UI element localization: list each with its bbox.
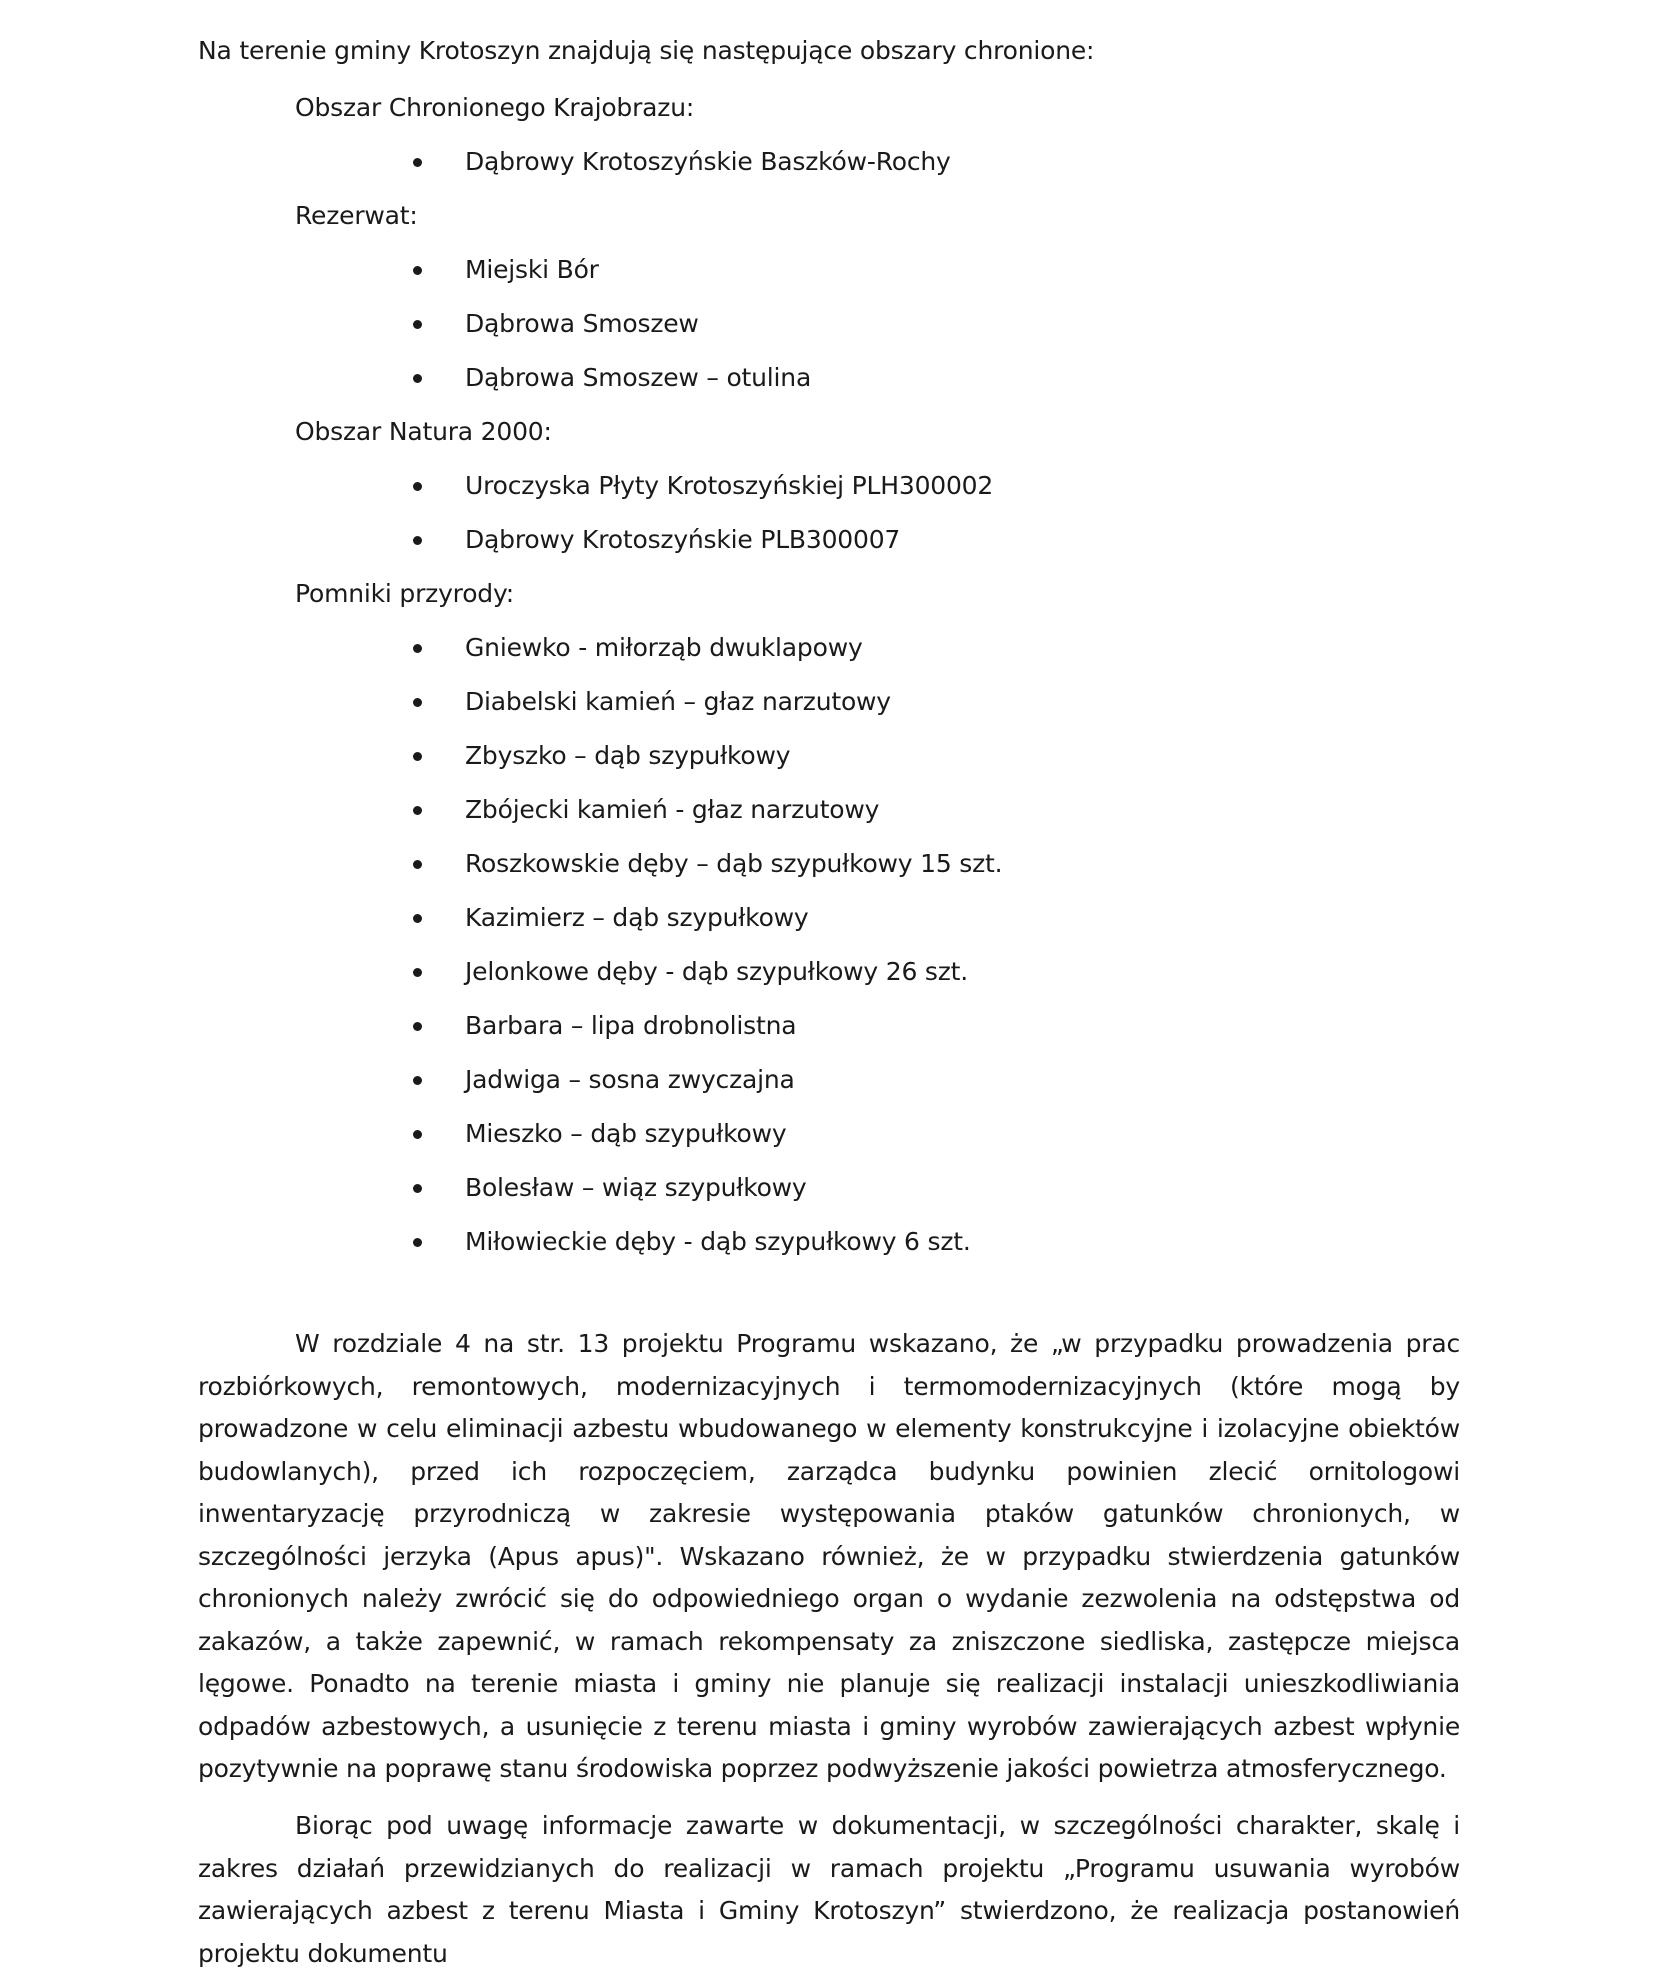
- bullet-icon: [413, 1076, 422, 1085]
- intro-text: Na terenie gminy Krotoszyn znajdują się następujące obszary chronione:: [198, 36, 1095, 65]
- list-item: Barbara – lipa drobnolistna: [465, 1011, 797, 1040]
- list-item: Mieszko – dąb szypułkowy: [465, 1119, 787, 1148]
- list-item: Miłowieckie dęby - dąb szypułkowy 6 szt.: [465, 1227, 971, 1256]
- bullet-icon: [413, 266, 422, 275]
- list-item: Gniewko - miłorząb dwuklapowy: [465, 633, 863, 662]
- list-item: Jelonkowe dęby - dąb szypułkowy 26 szt.: [465, 957, 969, 986]
- bullet-icon: [413, 1184, 422, 1193]
- paragraph-text: Biorąc pod uwagę informacje zawarte w dokumentacji, w szczególności charakter, skalę i zakres działań przewidzianych do realizacji w ramach projektu „Programu usuwania wyrobów zawierających azbest z terenu Miasta i Gminy Krotoszyn” stwierdzono, że realizacja postanowień projektu dokumentu: [198, 1811, 1460, 1968]
- bullet-icon: [413, 698, 422, 707]
- list-item: Zbyszko – dąb szypułkowy: [465, 741, 791, 770]
- bullet-icon: [413, 914, 422, 923]
- bullet-icon: [413, 320, 422, 329]
- section-heading-nature-monuments: Pomniki przyrody:: [295, 579, 514, 608]
- list-item: Bolesław – wiąz szypułkowy: [465, 1173, 807, 1202]
- list-item: Dąbrowy Krotoszyńskie Baszków-Rochy: [465, 147, 951, 176]
- body-paragraph-1: [198, 1323, 1460, 1791]
- list-item: Roszkowskie dęby – dąb szypułkowy 15 szt.: [465, 849, 1003, 878]
- bullet-icon: [413, 374, 422, 383]
- bullet-icon: [413, 968, 422, 977]
- bullet-icon: [413, 536, 422, 545]
- bullet-icon: [413, 158, 422, 167]
- list-item: Kazimierz – dąb szypułkowy: [465, 903, 809, 932]
- bullet-icon: [413, 806, 422, 815]
- section-heading-reserve: Rezerwat:: [295, 201, 418, 230]
- list-item: Jadwiga – sosna zwyczajna: [465, 1065, 795, 1094]
- bullet-icon: [413, 1022, 422, 1031]
- bullet-icon: [413, 482, 422, 491]
- paragraph-text: W rozdziale 4 na str. 13 projektu Programu wskazano, że „w przypadku prowadzenia prac rozbiórkowych, remontowych, modernizacyjnych i termomodernizacyjnych (które mogą by prowadzone w celu eliminacji azbestu wbudowanego w elementy konstrukcyjne i izolacyjne obiektów budowlanych), przed ich rozpoczęciem, zarządca budynku powinien zlecić ornitologowi inwentaryzację przyrodniczą w zakresie występowania ptaków gatunków chronionych, w szczególności jerzyka (Apus apus)". Wskazano również, że w przypadku stwierdzenia gatunków chronionych należy zwrócić się do odpowiedniego organ o wydanie zezwolenia na odstępstwa od zakazów, a także zapewnić, w ramach rekompensaty za zniszczone siedliska, zastępcze miejsca lęgowe. Ponadto na terenie miasta i gminy nie planuje się realizacji instalacji unieszkodliwiania odpadów azbestowych, a usunięcie z terenu miasta i gminy wyrobów zawierających azbest wpłynie pozytywnie na poprawę stanu środowiska poprzez podwyższenie jakości powietrza atmosferycznego.: [198, 1329, 1460, 1783]
- list-item: Miejski Bór: [465, 255, 599, 284]
- list-item: Diabelski kamień – głaz narzutowy: [465, 687, 891, 716]
- list-item: Dąbrowy Krotoszyńskie PLB300007: [465, 525, 901, 554]
- bullet-icon: [413, 752, 422, 761]
- list-item: Zbójecki kamień - głaz narzutowy: [465, 795, 880, 824]
- body-paragraph-2: [198, 1805, 1460, 1975]
- bullet-icon: [413, 860, 422, 869]
- bullet-icon: [413, 1130, 422, 1139]
- bullet-icon: [413, 1238, 422, 1247]
- list-item: Uroczyska Płyty Krotoszyńskiej PLH300002: [465, 471, 994, 500]
- bullet-icon: [413, 644, 422, 653]
- list-item: Dąbrowa Smoszew: [465, 309, 699, 338]
- list-item: Dąbrowa Smoszew – otulina: [465, 363, 812, 392]
- section-heading-natura-2000: Obszar Natura 2000:: [295, 417, 552, 446]
- section-heading-protected-landscape: Obszar Chronionego Krajobrazu:: [295, 93, 695, 122]
